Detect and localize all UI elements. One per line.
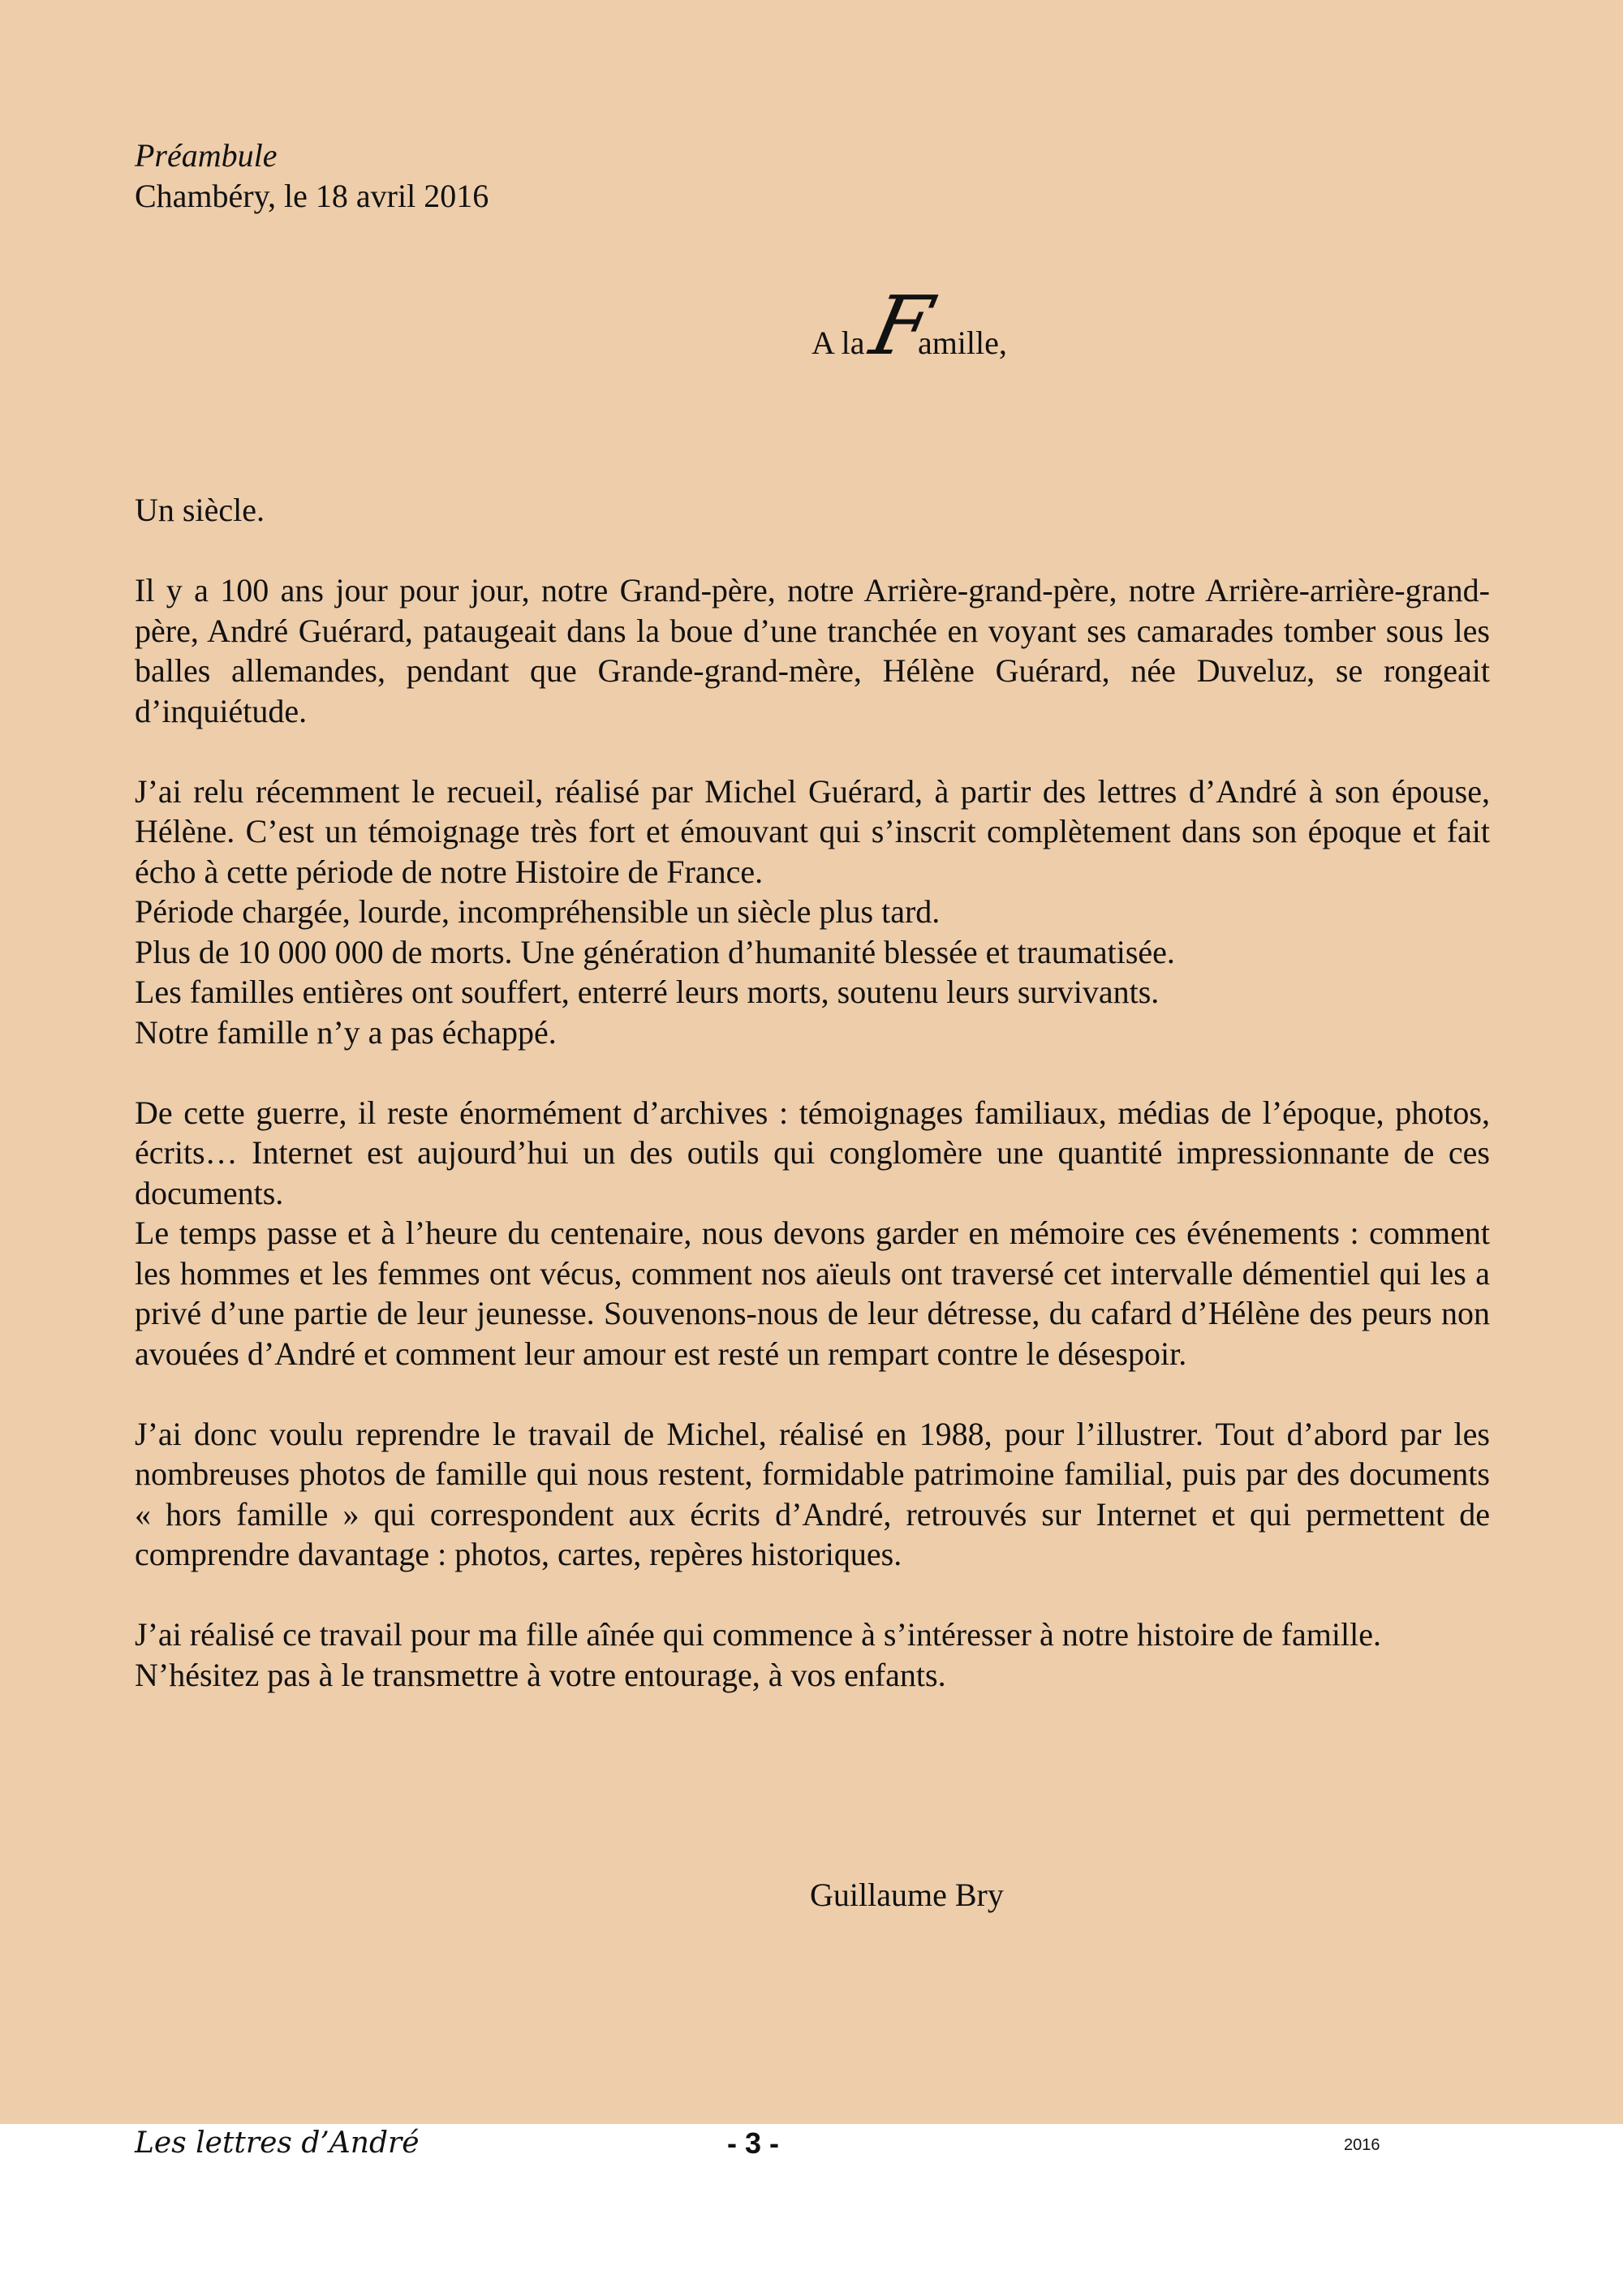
footer-book-title: Les lettres d’André [135, 2126, 420, 2160]
letter-body [135, 490, 1490, 1695]
opening-line: Un siècle. [135, 492, 265, 528]
signature: Guillaume Bry [810, 1877, 1004, 1913]
salutation-prefix: A la [812, 325, 873, 361]
salutation [812, 278, 1007, 373]
footer-year: 2016 [1344, 2136, 1380, 2154]
preambule-heading: Préambule [135, 137, 278, 174]
salutation-capital: F [863, 278, 940, 373]
paragraph-3: De cette guerre, il reste énormément d’archives : témoignages familiaux, médias de l’époque, photos, écrits… Internet est aujourd’hui un des outils qui conglomère une quantité impressionnante de ces documents. [135, 1094, 1490, 1211]
paragraph-4: Le temps passe et à l’heure du centenaire, nous devons garder en mémoire ces événements : comment les hommes et les femmes ont vécus, comment nos aïeuls ont traversé cet intervalle démentiel qui les a privé d’une partie de leur jeunesse. Souvenons-nous de leur détresse, du cafard d’Hélène des peurs non avouées d’André et comment leur amour est resté un rempart contre le désespoir. [135, 1215, 1490, 1372]
paragraph-1: Il y a 100 ans jour pour jour, notre Grand-père, notre Arrière-grand-père, notre Arrière-arrière-grand-père, André Guérard, pataugeait dans la boue d’une tranchée en voyant ses camarades tomber sous les balles allemandes, pendant que Grande-grand-mère, Hélène Guérard, née Duveluz, se rongeait d’inquiétude. [135, 572, 1490, 729]
salutation-rest: amille, [917, 325, 1007, 361]
paragraph-2-line-b: Plus de 10 000 000 de morts. Une génération d’humanité blessée et traumatisée. [135, 933, 1175, 970]
letter-date: Chambéry, le 18 avril 2016 [135, 178, 489, 214]
paragraph-6-line: N’hésitez pas à le transmettre à votre entourage, à vos enfants. [135, 1656, 946, 1693]
paragraph-2: J’ai relu récemment le recueil, réalisé par Michel Guérard, à partir des lettres d’André à son épouse, Hélène. C’est un témoignage très fort et émouvant qui s’inscrit complètement dans son époque et fait écho à cette période de notre Histoire de France. [135, 772, 1490, 890]
paragraph-6: J’ai réalisé ce travail pour ma fille aînée qui commence à s’intéresser à notre histoire de famille. [135, 1616, 1381, 1653]
paragraph-2-line-d: Notre famille n’y a pas échappé. [135, 1013, 557, 1051]
footer-page-number: - 3 - [727, 2126, 780, 2160]
paragraph-2-line-c: Les familles entières ont souffert, enterré leurs morts, soutenu leurs survivants. [135, 974, 1160, 1010]
paragraph-2-line-a: Période chargée, lourde, incompréhensible un siècle plus tard. [135, 893, 941, 930]
paragraph-5: J’ai donc voulu reprendre le travail de Michel, réalisé en 1988, pour l’illustrer. Tout d’abord par les nombreuses photos de famille qui nous restent, formidable patrimoine familial, puis par des documents « hors famille » qui correspondent aux écrits d’André, retrouvés sur Internet et qui permettent de comprendre davantage : photos, cartes, repères historiques. [135, 1415, 1490, 1572]
